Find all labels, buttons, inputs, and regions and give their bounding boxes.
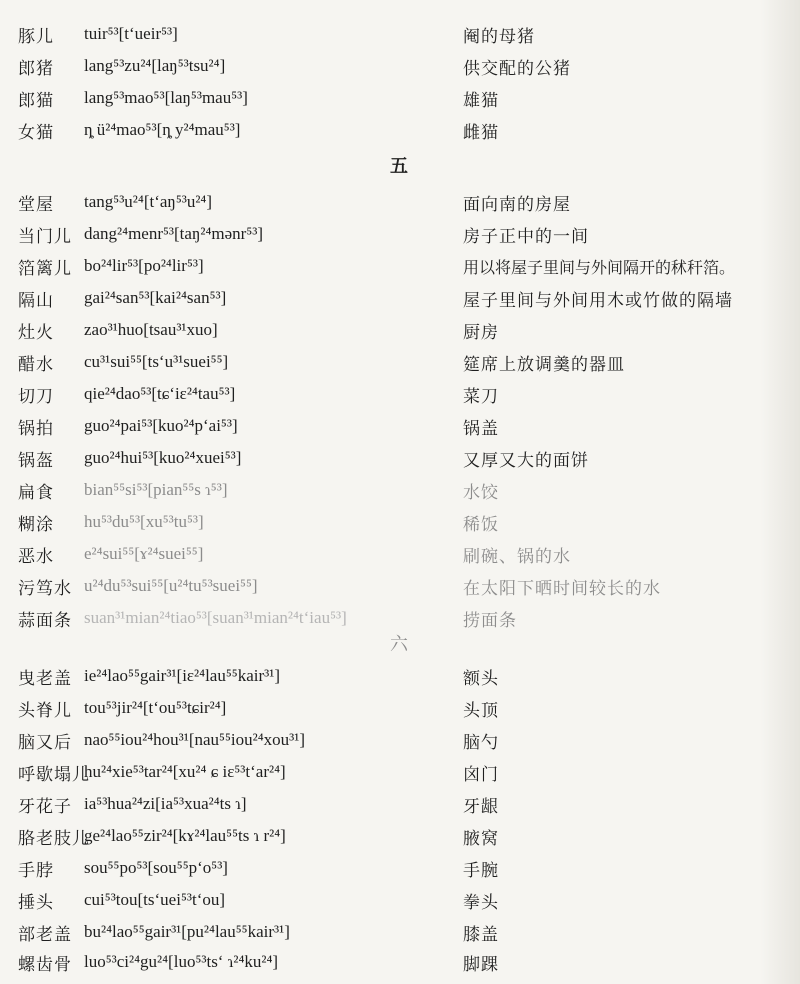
dialect-word: 污笃水 bbox=[18, 578, 72, 599]
dialect-word: 灶火 bbox=[18, 322, 54, 343]
dialect-word: 手脖 bbox=[18, 860, 54, 881]
gloss: 额头 bbox=[463, 668, 499, 689]
dialect-word: 捶头 bbox=[18, 892, 54, 913]
list-item bbox=[0, 50, 800, 82]
gloss: 牙龈 bbox=[463, 796, 499, 817]
list-item bbox=[0, 946, 800, 978]
gloss: 头顶 bbox=[463, 700, 499, 721]
list-item bbox=[0, 916, 800, 948]
gloss: 拳头 bbox=[463, 892, 499, 913]
list-item bbox=[0, 410, 800, 442]
pronunciation: gai²⁴san⁵³[kai²⁴san⁵³] bbox=[84, 288, 227, 307]
gloss: 稀饭 bbox=[463, 514, 499, 535]
pronunciation: qie²⁴dao⁵³[tɕʻiɛ²⁴tau⁵³] bbox=[84, 384, 236, 403]
pronunciation: guo²⁴hui⁵³[kuo²⁴xuei⁵³] bbox=[84, 448, 242, 467]
pronunciation: cu³¹sui⁵⁵[tsʻu³¹suei⁵⁵] bbox=[84, 352, 229, 371]
gloss: 水饺 bbox=[463, 482, 499, 503]
gloss: 刷碗、锅的水 bbox=[463, 546, 571, 567]
gloss: 供交配的公猪 bbox=[463, 58, 571, 79]
dialect-word: 锅盔 bbox=[18, 450, 54, 471]
list-item bbox=[0, 250, 800, 282]
pronunciation: dang²⁴menr⁵³[taŋ²⁴mənr⁵³] bbox=[84, 224, 263, 243]
dialect-word: 女猫 bbox=[18, 122, 54, 143]
dialect-word: 恶水 bbox=[18, 546, 54, 567]
list-item bbox=[0, 692, 800, 724]
dialect-word: 醋水 bbox=[18, 354, 54, 375]
gloss: 房子正中的一间 bbox=[463, 226, 589, 247]
dialect-word: 胳老肢儿 bbox=[18, 828, 90, 849]
dialect-word: 脑又后 bbox=[18, 732, 72, 753]
pronunciation: cui⁵³tou[tsʻuei⁵³tʻou] bbox=[84, 890, 226, 909]
list-item bbox=[0, 724, 800, 756]
pronunciation: tuir⁵³[tʻueir⁵³] bbox=[84, 24, 178, 43]
dialect-word: 郎猫 bbox=[18, 90, 54, 111]
list-item bbox=[0, 820, 800, 852]
pronunciation: hu⁵³du⁵³[xu⁵³tu⁵³] bbox=[84, 512, 204, 531]
list-item bbox=[0, 82, 800, 114]
list-item bbox=[0, 218, 800, 250]
pronunciation: hu²⁴xie⁵³tar²⁴[xu²⁴ ɕ iɛ⁵³tʻar²⁴] bbox=[84, 762, 286, 781]
gloss: 屋子里间与外间用木或竹做的隔墙 bbox=[463, 290, 733, 311]
dialect-word: 隔山 bbox=[18, 290, 54, 311]
list-item bbox=[0, 660, 800, 692]
gloss: 菜刀 bbox=[463, 386, 499, 407]
dialect-word: 牙花子 bbox=[18, 796, 72, 817]
pronunciation: u²⁴du⁵³sui⁵⁵[u²⁴tu⁵³suei⁵⁵] bbox=[84, 576, 258, 595]
gloss: 雌猫 bbox=[463, 122, 499, 143]
dialect-word: 锅拍 bbox=[18, 418, 54, 439]
list-item bbox=[0, 186, 800, 218]
list-item bbox=[0, 506, 800, 538]
pronunciation: lang⁵³mao⁵³[laŋ⁵³mau⁵³] bbox=[84, 88, 248, 107]
gloss: 囟门 bbox=[463, 764, 499, 785]
dialect-word: 郎猪 bbox=[18, 58, 54, 79]
dialect-word: 曳老盖 bbox=[18, 668, 72, 689]
pronunciation: bo²⁴lir⁵³[po²⁴lir⁵³] bbox=[84, 256, 204, 275]
dialect-word: 螺齿骨 bbox=[18, 954, 72, 975]
dialect-word: 箔篱儿 bbox=[18, 258, 72, 279]
pronunciation: guo²⁴pai⁵³[kuo²⁴pʻai⁵³] bbox=[84, 416, 238, 435]
pronunciation: lang⁵³zu²⁴[laŋ⁵³tsu²⁴] bbox=[84, 56, 226, 75]
dialect-word: 豚儿 bbox=[18, 26, 54, 47]
dialect-word: 呼歇塌儿 bbox=[18, 764, 90, 785]
gloss: 在太阳下晒时间较长的水 bbox=[463, 578, 661, 599]
list-item bbox=[0, 314, 800, 346]
pronunciation: zao³¹huo[tsau³¹xuo] bbox=[84, 320, 218, 339]
list-item bbox=[0, 114, 800, 146]
dialect-word: 堂屋 bbox=[18, 194, 54, 215]
dialect-word: 当门儿 bbox=[18, 226, 72, 247]
gloss: 捞面条 bbox=[463, 610, 517, 631]
list-item bbox=[0, 442, 800, 474]
gloss: 腋窝 bbox=[463, 828, 499, 849]
pronunciation: sou⁵⁵po⁵³[sou⁵⁵pʻo⁵³] bbox=[84, 858, 228, 877]
list-item bbox=[0, 788, 800, 820]
pronunciation: tang⁵³u²⁴[tʻaŋ⁵³u²⁴] bbox=[84, 192, 213, 211]
pronunciation: bian⁵⁵si⁵³[pian⁵⁵s ɿ⁵³] bbox=[84, 480, 228, 499]
gloss: 筵席上放调羹的器皿 bbox=[463, 354, 625, 375]
pronunciation: e²⁴sui⁵⁵[ɤ²⁴suei⁵⁵] bbox=[84, 544, 204, 563]
pronunciation: ȵ ü²⁴mao⁵³[ȵ y²⁴mau⁵³] bbox=[84, 120, 241, 139]
list-item bbox=[0, 756, 800, 788]
dialect-word: 部老盖 bbox=[18, 924, 72, 945]
gloss: 又厚又大的面饼 bbox=[463, 450, 589, 471]
list-item bbox=[0, 378, 800, 410]
gloss: 面向南的房屋 bbox=[463, 194, 571, 215]
list-item bbox=[0, 282, 800, 314]
pronunciation: bu²⁴lao⁵⁵gair³¹[pu²⁴lau⁵⁵kair³¹] bbox=[84, 922, 290, 941]
dialect-word: 切刀 bbox=[18, 386, 54, 407]
pronunciation: ie²⁴lao⁵⁵gair³¹[iɛ²⁴lau⁵⁵kair³¹] bbox=[84, 666, 280, 685]
gloss: 脑勺 bbox=[463, 732, 499, 753]
list-item bbox=[0, 570, 800, 602]
section-heading: 五 bbox=[390, 156, 410, 177]
list-item bbox=[0, 852, 800, 884]
gloss: 雄猫 bbox=[463, 90, 499, 111]
page-edge-shadow bbox=[760, 0, 800, 984]
pronunciation: luo⁵³ci²⁴gu²⁴[luo⁵³tsʻ ɿ²⁴ku²⁴] bbox=[84, 952, 279, 971]
gloss: 阉的母猪 bbox=[463, 26, 535, 47]
dialect-word: 蒜面条 bbox=[18, 610, 72, 631]
gloss: 膝盖 bbox=[463, 924, 499, 945]
pronunciation: tou⁵³jir²⁴[tʻou⁵³tɕir²⁴] bbox=[84, 698, 227, 717]
gloss: 厨房 bbox=[463, 322, 499, 343]
pronunciation: ia⁵³hua²⁴zi[ia⁵³xua²⁴ts ɿ] bbox=[84, 794, 247, 813]
pronunciation: suan³¹mian²⁴tiao⁵³[suan³¹mian²⁴tʻiau⁵³] bbox=[84, 608, 347, 627]
list-item bbox=[0, 884, 800, 916]
gloss: 脚踝 bbox=[463, 954, 499, 975]
list-item bbox=[0, 474, 800, 506]
gloss: 锅盖 bbox=[463, 418, 499, 439]
gloss: 用以将屋子里间与外间隔开的秫秆箔。 bbox=[463, 257, 736, 277]
list-item bbox=[0, 18, 800, 50]
section-heading: 六 bbox=[390, 634, 410, 655]
list-item bbox=[0, 346, 800, 378]
dialect-word: 扁食 bbox=[18, 482, 54, 503]
pronunciation: nao⁵⁵iou²⁴hou³¹[nau⁵⁵iou²⁴xou³¹] bbox=[84, 730, 305, 749]
gloss: 手腕 bbox=[463, 860, 499, 881]
pronunciation: ge²⁴lao⁵⁵zir²⁴[kɤ²⁴lau⁵⁵ts ɿ r²⁴] bbox=[84, 826, 286, 845]
dialect-word: 头脊儿 bbox=[18, 700, 72, 721]
list-item bbox=[0, 538, 800, 570]
dialect-word: 糊涂 bbox=[18, 514, 54, 535]
